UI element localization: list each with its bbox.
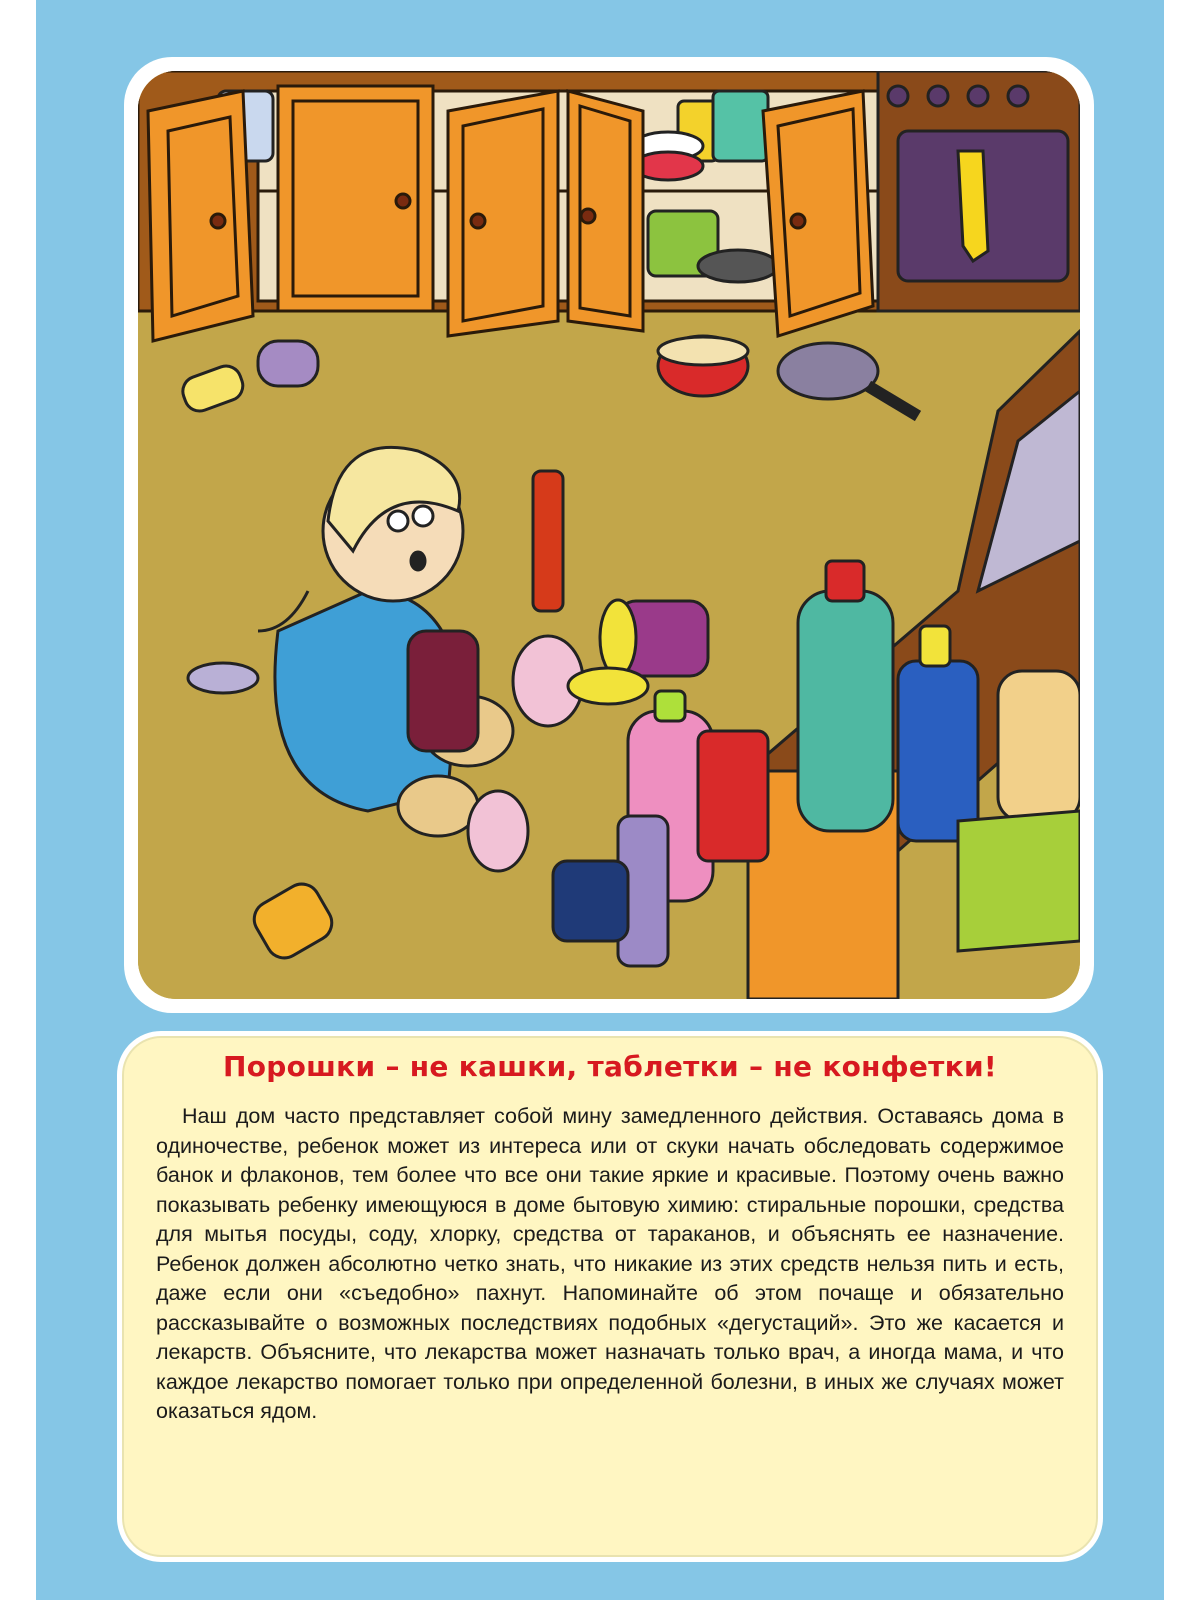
- shelf-cup: [713, 91, 768, 161]
- beige-bottle: [998, 671, 1080, 821]
- fallen-bottle: [258, 341, 318, 386]
- info-card: [117, 1031, 1103, 1562]
- shelf-pan: [698, 250, 778, 282]
- jar-lid: [188, 663, 258, 693]
- navy-jar: [553, 861, 628, 941]
- towel: [958, 811, 1080, 951]
- illustration-frame: [124, 57, 1094, 1013]
- red-can: [698, 731, 768, 861]
- kitchen-illustration: [138, 71, 1080, 999]
- body-paragraph: Наш дом часто представляет собой мину замедленного действия. Оставаясь дома в одиночестве, ребенок может из интереса или от скуки начать обследовать содержимое банок и флаконов, тем более что все они такие яркие и красивые. Поэтому очень важно показывать ребенку имеющуюся в доме бытовую химию: стиральные порошки, средства для мытья посуды, соду, хлорку, средства от тараканов, и объяснять ее назначение. Ребенок должен абсолютно четко знать, что никакие из этих средств нельзя пить и есть, даже если они «съедобно» пахнут. Напоминайте об этом почаще и обязательно рассказывайте о возможных последствиях подобных «дегустаций». Это же касается и лекарств. Объясните, что лекарства может назначать только врач, а иногда мама, и что каждое лекарство помогает только при определенной болезни, в иных же случаях может оказаться ядом.: [156, 1104, 1064, 1423]
- green-bottle: [798, 591, 893, 831]
- frying-pan: [778, 343, 878, 399]
- headline: Порошки – не кашки, таблетки – не конфетки!: [222, 1050, 997, 1083]
- blue-jug: [898, 661, 978, 841]
